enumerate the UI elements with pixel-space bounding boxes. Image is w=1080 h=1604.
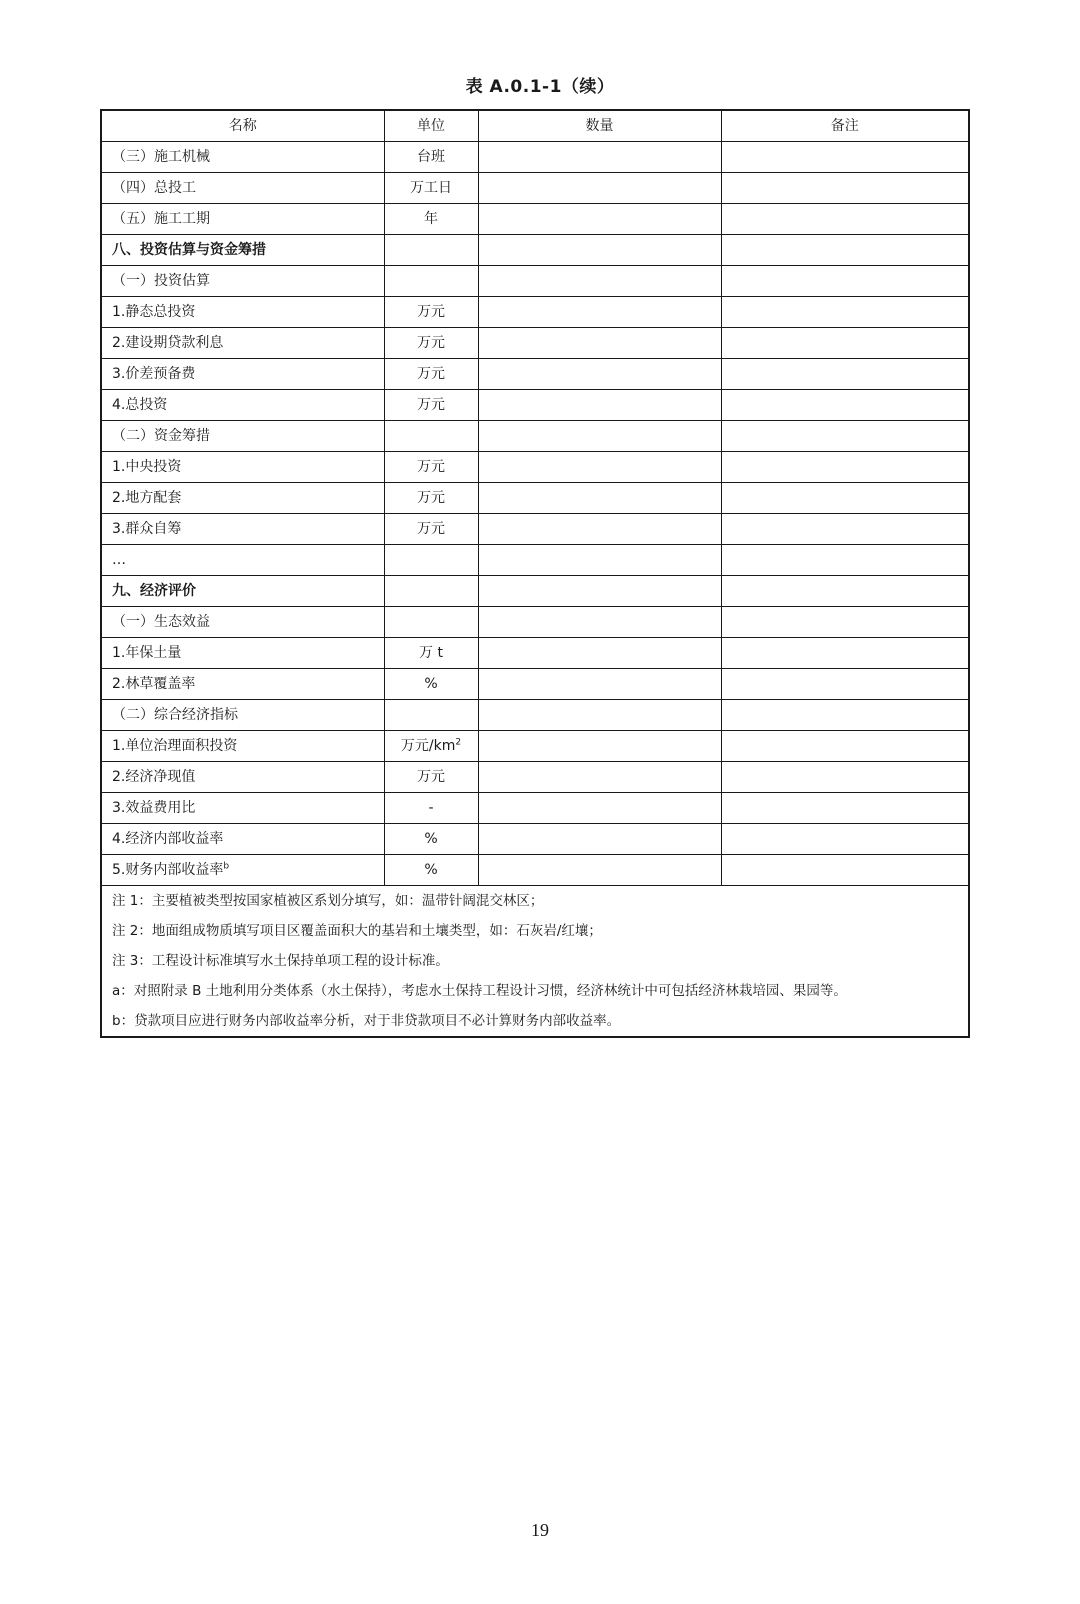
row-quantity-cell [478,452,721,483]
row-quantity-cell [478,235,721,266]
row-remark-cell [721,390,969,421]
row-remark-cell [721,855,969,886]
table-row [101,638,969,669]
row-quantity-cell [478,762,721,793]
row-quantity-cell [478,545,721,576]
row-quantity-cell [478,328,721,359]
row-unit-cell: % [384,824,478,855]
row-remark-cell [721,483,969,514]
row-unit-cell: 万元 [384,328,478,359]
row-remark-cell [721,297,969,328]
row-unit-cell [384,607,478,638]
row-name-cell: 4.经济内部收益率 [101,824,384,855]
row-unit-cell: 万元$/km^2$ [384,731,478,762]
row-unit-cell [384,266,478,297]
note-b: b：贷款项目应进行财务内部收益率分析，对于非贷款项目不必计算财务内部收益率。 [112,1013,621,1029]
page-number: 19 [531,1520,549,1540]
row-unit-cell: 万元 [384,359,478,390]
row-unit-cell: - [384,793,478,824]
row-unit-cell: 台班 [384,142,478,173]
table-row [101,173,969,204]
table-row [101,576,969,607]
table-row [101,607,969,638]
row-remark-cell [721,142,969,173]
row-name-cell: 4.总投资 [101,390,384,421]
row-name-cell: 5.财务内部收益率$^b$ [101,855,384,886]
header-remark: 备注 [721,110,969,142]
table-row [101,266,969,297]
row-name-cell: （四）总投工 [101,173,384,204]
table-row [101,514,969,545]
row-remark-cell [721,638,969,669]
row-quantity-cell [478,297,721,328]
notes-cell [101,886,969,1038]
row-quantity-cell [478,576,721,607]
table-row [101,204,969,235]
row-unit-cell: 万元 [384,762,478,793]
table-row [101,762,969,793]
row-name-cell: 1.单位治理面积投资 [101,731,384,762]
row-quantity-cell [478,266,721,297]
header-quantity: 数量 [478,110,721,142]
note-a: a：对照附录 B 土地利用分类体系（水土保持），考虑水土保持工程设计习惯，经济林统计中可包括经济林栽培园、果园等。 [112,983,847,999]
row-remark-cell [721,452,969,483]
row-name-cell: 3.价差预备费 [101,359,384,390]
row-remark-cell [721,700,969,731]
table-body [101,142,969,886]
row-quantity-cell [478,700,721,731]
row-quantity-cell [478,173,721,204]
row-name-cell: （二）综合经济指标 [101,700,384,731]
row-name-cell: … [101,545,384,576]
row-remark-cell [721,204,969,235]
row-remark-cell [721,731,969,762]
table-row [101,824,969,855]
table-row [101,421,969,452]
row-name-cell: 3.群众自筹 [101,514,384,545]
row-name-cell: 九、经济评价 [101,576,384,607]
row-name-cell: 1.年保土量 [101,638,384,669]
table-row [101,731,969,762]
row-remark-cell [721,576,969,607]
row-unit-cell: 万元 [384,297,478,328]
row-quantity-cell [478,514,721,545]
table-row [101,390,969,421]
row-remark-cell [721,762,969,793]
row-quantity-cell [478,731,721,762]
note-2: 注 2：地面组成物质填写项目区覆盖面积大的基岩和土壤类型，如：石灰岩/红壤； [112,923,602,939]
row-quantity-cell [478,142,721,173]
row-quantity-cell [478,855,721,886]
row-quantity-cell [478,421,721,452]
row-name-cell: 2.经济净现值 [101,762,384,793]
row-quantity-cell [478,390,721,421]
row-name-cell: 3.效益费用比 [101,793,384,824]
table-row [101,483,969,514]
table-header-row [101,110,969,142]
table-row [101,452,969,483]
row-remark-cell [721,545,969,576]
row-remark-cell [721,824,969,855]
row-quantity-cell [478,483,721,514]
row-quantity-cell [478,607,721,638]
row-quantity-cell [478,793,721,824]
row-remark-cell [721,421,969,452]
row-name-cell: （三）施工机械 [101,142,384,173]
row-remark-cell [721,669,969,700]
row-name-cell: 2.林草覆盖率 [101,669,384,700]
row-quantity-cell [478,359,721,390]
row-unit-cell [384,235,478,266]
table-row [101,700,969,731]
table-row [101,855,969,886]
row-unit-cell: 万元 [384,514,478,545]
row-unit-cell: % [384,855,478,886]
table-row [101,328,969,359]
header-name: 名称 [101,110,384,142]
row-remark-cell [721,235,969,266]
row-unit-cell: 万 t [384,638,478,669]
table-row [101,669,969,700]
row-remark-cell [721,607,969,638]
row-name-cell: （一）生态效益 [101,607,384,638]
table-row [101,142,969,173]
row-remark-cell [721,793,969,824]
row-remark-cell [721,266,969,297]
row-unit-cell: 万元 [384,452,478,483]
row-remark-cell [721,328,969,359]
data-table [100,109,970,1038]
row-unit-cell: 万工日 [384,173,478,204]
table-row [101,297,969,328]
row-unit-cell [384,700,478,731]
row-name-cell: 1.静态总投资 [101,297,384,328]
table-row [101,545,969,576]
row-quantity-cell [478,204,721,235]
row-name-cell: 八、投资估算与资金筹措 [101,235,384,266]
row-name-cell: 2.建设期贷款利息 [101,328,384,359]
row-unit-cell [384,576,478,607]
row-name-cell: （二）资金筹措 [101,421,384,452]
row-name-cell: 1.中央投资 [101,452,384,483]
row-unit-cell: 万元 [384,483,478,514]
table-row [101,235,969,266]
row-name-cell: 2.地方配套 [101,483,384,514]
header-unit: 单位 [384,110,478,142]
row-quantity-cell [478,824,721,855]
note-1: 注 1：主要植被类型按国家植被区系划分填写，如：温带针阔混交林区； [112,893,544,909]
row-unit-cell [384,545,478,576]
note-3: 注 3：工程设计标准填写水土保持单项工程的设计标准。 [112,953,449,969]
row-unit-cell: % [384,669,478,700]
row-name-cell: （一）投资估算 [101,266,384,297]
row-unit-cell [384,421,478,452]
row-remark-cell [721,514,969,545]
row-quantity-cell [478,669,721,700]
notes-row [101,886,969,1038]
table-title: 表 A.0.1-1（续） [465,77,615,97]
row-unit-cell: 年 [384,204,478,235]
row-unit-cell: 万元 [384,390,478,421]
row-remark-cell [721,359,969,390]
row-quantity-cell [478,638,721,669]
table-row [101,359,969,390]
table-row [101,793,969,824]
row-name-cell: （五）施工工期 [101,204,384,235]
row-remark-cell [721,173,969,204]
